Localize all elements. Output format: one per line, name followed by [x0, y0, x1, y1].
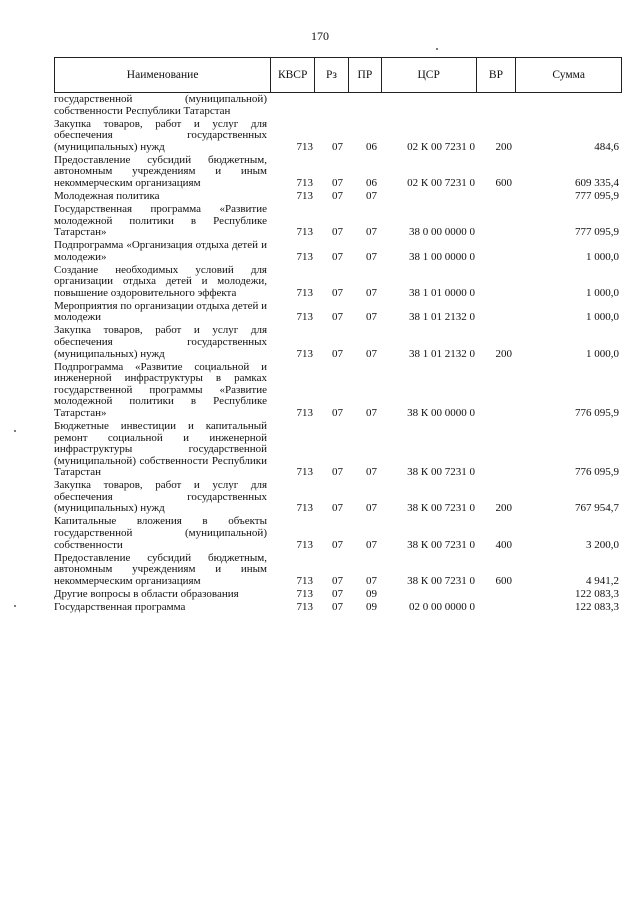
- table-row: [54, 516, 622, 551]
- cell-csr: 38 0 00 0000 0: [409, 226, 475, 239]
- cell-rz: 07: [332, 466, 343, 479]
- table-row: [54, 265, 622, 300]
- cell-vr: 400: [495, 538, 512, 551]
- cell-rz: 07: [332, 574, 343, 587]
- table-row: [54, 602, 622, 614]
- cell-sum: 484,6: [594, 140, 619, 153]
- cell-rz: 07: [332, 140, 343, 153]
- cell-sum: 3 200,0: [586, 538, 619, 551]
- cell-sum: 1 000,0: [586, 347, 619, 360]
- table-row: [54, 119, 622, 154]
- cell-vr: 200: [495, 347, 512, 360]
- table-row: [54, 191, 622, 203]
- cell-vr: 200: [495, 140, 512, 153]
- cell-rz: 07: [332, 406, 343, 419]
- cell-pr: 07: [366, 406, 377, 419]
- cell-rz: 07: [332, 347, 343, 360]
- cell-kvsr: 713: [296, 286, 313, 299]
- cell-pr: 07: [366, 538, 377, 551]
- cell-rz: 07: [332, 311, 343, 324]
- cell-pr: 07: [366, 250, 377, 263]
- cell-rz: 07: [332, 600, 343, 613]
- cell-kvsr: 713: [296, 587, 313, 600]
- cell-kvsr: 713: [296, 406, 313, 419]
- header-vr: ВР: [477, 58, 517, 92]
- cell-kvsr: 713: [296, 574, 313, 587]
- cell-kvsr: 713: [296, 466, 313, 479]
- cell-kvsr: 713: [296, 189, 313, 202]
- header-csr: ЦСР: [382, 58, 477, 92]
- cell-rz: 07: [332, 226, 343, 239]
- cell-name: Создание необходимых условий для организации отдыха детей и молодежи, повышение оздоровительного эффекта: [54, 263, 267, 299]
- header-name: Наименование: [55, 58, 271, 92]
- cell-name: Другие вопросы в области образования: [54, 587, 239, 600]
- cell-name: Закупка товаров, работ и услуг для обеспечения государственных (муниципальных) нужд: [54, 117, 267, 153]
- scan-speck: [14, 430, 16, 432]
- cell-csr: 38 1 01 2132 0: [409, 311, 475, 324]
- cell-csr: 38 1 01 2132 0: [409, 347, 475, 360]
- cell-sum: 777 095,9: [575, 226, 619, 239]
- cell-name: Бюджетные инвестиции и капитальный ремонт социальной и инженерной инфраструктуры государственной (муниципальной) собственности Республики Татарстан: [54, 419, 267, 479]
- cell-pr: 06: [366, 176, 377, 189]
- cell-csr: 02 К 00 7231 0: [407, 176, 475, 189]
- cell-pr: 07: [366, 347, 377, 360]
- cell-rz: 07: [332, 189, 343, 202]
- header-rz: Рз: [315, 58, 349, 92]
- cell-name: Предоставление субсидий бюджетным, автономным учреждениям и иным некоммерческим организациям: [54, 551, 267, 587]
- cell-csr: 38 К 00 0000 0: [407, 406, 475, 419]
- cell-sum: 776 095,9: [575, 406, 619, 419]
- header-pr: ПР: [349, 58, 382, 92]
- cell-name: Молодежная политика: [54, 189, 160, 202]
- cell-sum: 777 095,9: [575, 189, 619, 202]
- cell-vr: 600: [495, 176, 512, 189]
- table-row: [54, 480, 622, 515]
- table-row: [54, 589, 622, 601]
- cell-vr: 200: [495, 502, 512, 515]
- table-row: [54, 94, 622, 117]
- cell-pr: 07: [366, 574, 377, 587]
- cell-vr: 600: [495, 574, 512, 587]
- cell-rz: 07: [332, 502, 343, 515]
- cell-pr: 07: [366, 286, 377, 299]
- cell-name: Закупка товаров, работ и услуг для обеспечения государственных (муниципальных) нужд: [54, 479, 267, 515]
- table-header: [54, 57, 622, 93]
- header-kvsr: КВСР: [271, 58, 315, 92]
- cell-kvsr: 713: [296, 250, 313, 263]
- cell-pr: 09: [366, 600, 377, 613]
- cell-csr: 38 К 00 7231 0: [407, 538, 475, 551]
- cell-csr: 02 0 00 0000 0: [409, 600, 475, 613]
- scan-speck: [14, 605, 16, 607]
- cell-kvsr: 713: [296, 311, 313, 324]
- cell-pr: 07: [366, 189, 377, 202]
- cell-rz: 07: [332, 176, 343, 189]
- scan-speck: [436, 48, 438, 50]
- table-row: [54, 155, 622, 190]
- table-row: [54, 325, 622, 360]
- cell-rz: 07: [332, 538, 343, 551]
- cell-sum: 4 941,2: [586, 574, 619, 587]
- cell-kvsr: 713: [296, 347, 313, 360]
- cell-sum: 776 095,9: [575, 466, 619, 479]
- cell-kvsr: 713: [296, 176, 313, 189]
- cell-name: Государственная программа: [54, 600, 186, 613]
- cell-pr: 07: [366, 502, 377, 515]
- cell-rz: 07: [332, 286, 343, 299]
- cell-kvsr: 713: [296, 538, 313, 551]
- cell-sum: 1 000,0: [586, 311, 619, 324]
- cell-name: государственной (муниципальной) собственности Республики Татарстан: [54, 93, 267, 117]
- cell-sum: 767 954,7: [575, 502, 619, 515]
- cell-csr: 38 1 00 0000 0: [409, 250, 475, 263]
- cell-pr: 07: [366, 226, 377, 239]
- header-sum: Сумма: [552, 69, 585, 81]
- cell-name: Предоставление субсидий бюджетным, автономным учреждениям и иным некоммерческим организациям: [54, 153, 267, 189]
- cell-csr: 02 К 00 7231 0: [407, 140, 475, 153]
- cell-name: Капитальные вложения в объекты государственной (муниципальной) собственности: [54, 515, 267, 551]
- cell-csr: 38 К 00 7231 0: [407, 574, 475, 587]
- cell-sum: 1 000,0: [586, 286, 619, 299]
- table-row: [54, 362, 622, 420]
- cell-name: Мероприятия по организации отдыха детей и молодежи: [54, 299, 267, 324]
- cell-name: Закупка товаров, работ и услуг для обеспечения государственных (муниципальных) нужд: [54, 324, 267, 360]
- cell-name: Государственная программа «Развитие молодежной политики в Республике Татарстан»: [54, 202, 267, 239]
- table-row: [54, 421, 622, 479]
- table-row: [54, 204, 622, 239]
- cell-rz: 07: [332, 250, 343, 263]
- cell-sum: 122 083,3: [575, 600, 619, 613]
- cell-kvsr: 713: [296, 502, 313, 515]
- cell-csr: 38 1 01 0000 0: [409, 286, 475, 299]
- cell-kvsr: 713: [296, 140, 313, 153]
- table-row: [54, 240, 622, 263]
- cell-pr: 06: [366, 140, 377, 153]
- cell-sum: 1 000,0: [586, 250, 619, 263]
- cell-name: Подпрограмма «Развитие социальной и инженерной инфраструктуры в рамках государственной программы «Развитие молодежной политики в Республике Татарстан»: [54, 360, 267, 419]
- page-number: 170: [311, 29, 329, 43]
- cell-pr: 07: [366, 311, 377, 324]
- cell-kvsr: 713: [296, 600, 313, 613]
- table-row: [54, 553, 622, 588]
- cell-csr: 38 К 00 7231 0: [407, 466, 475, 479]
- cell-sum: 122 083,3: [575, 587, 619, 600]
- cell-csr: 38 К 00 7231 0: [407, 502, 475, 515]
- cell-rz: 07: [332, 587, 343, 600]
- cell-kvsr: 713: [296, 226, 313, 239]
- cell-sum: 609 335,4: [575, 176, 619, 189]
- table-body: [54, 94, 622, 615]
- cell-name: Подпрограмма «Организация отдыха детей и молодежи»: [54, 239, 267, 263]
- table-row: [54, 301, 622, 324]
- cell-pr: 07: [366, 466, 377, 479]
- cell-pr: 09: [366, 587, 377, 600]
